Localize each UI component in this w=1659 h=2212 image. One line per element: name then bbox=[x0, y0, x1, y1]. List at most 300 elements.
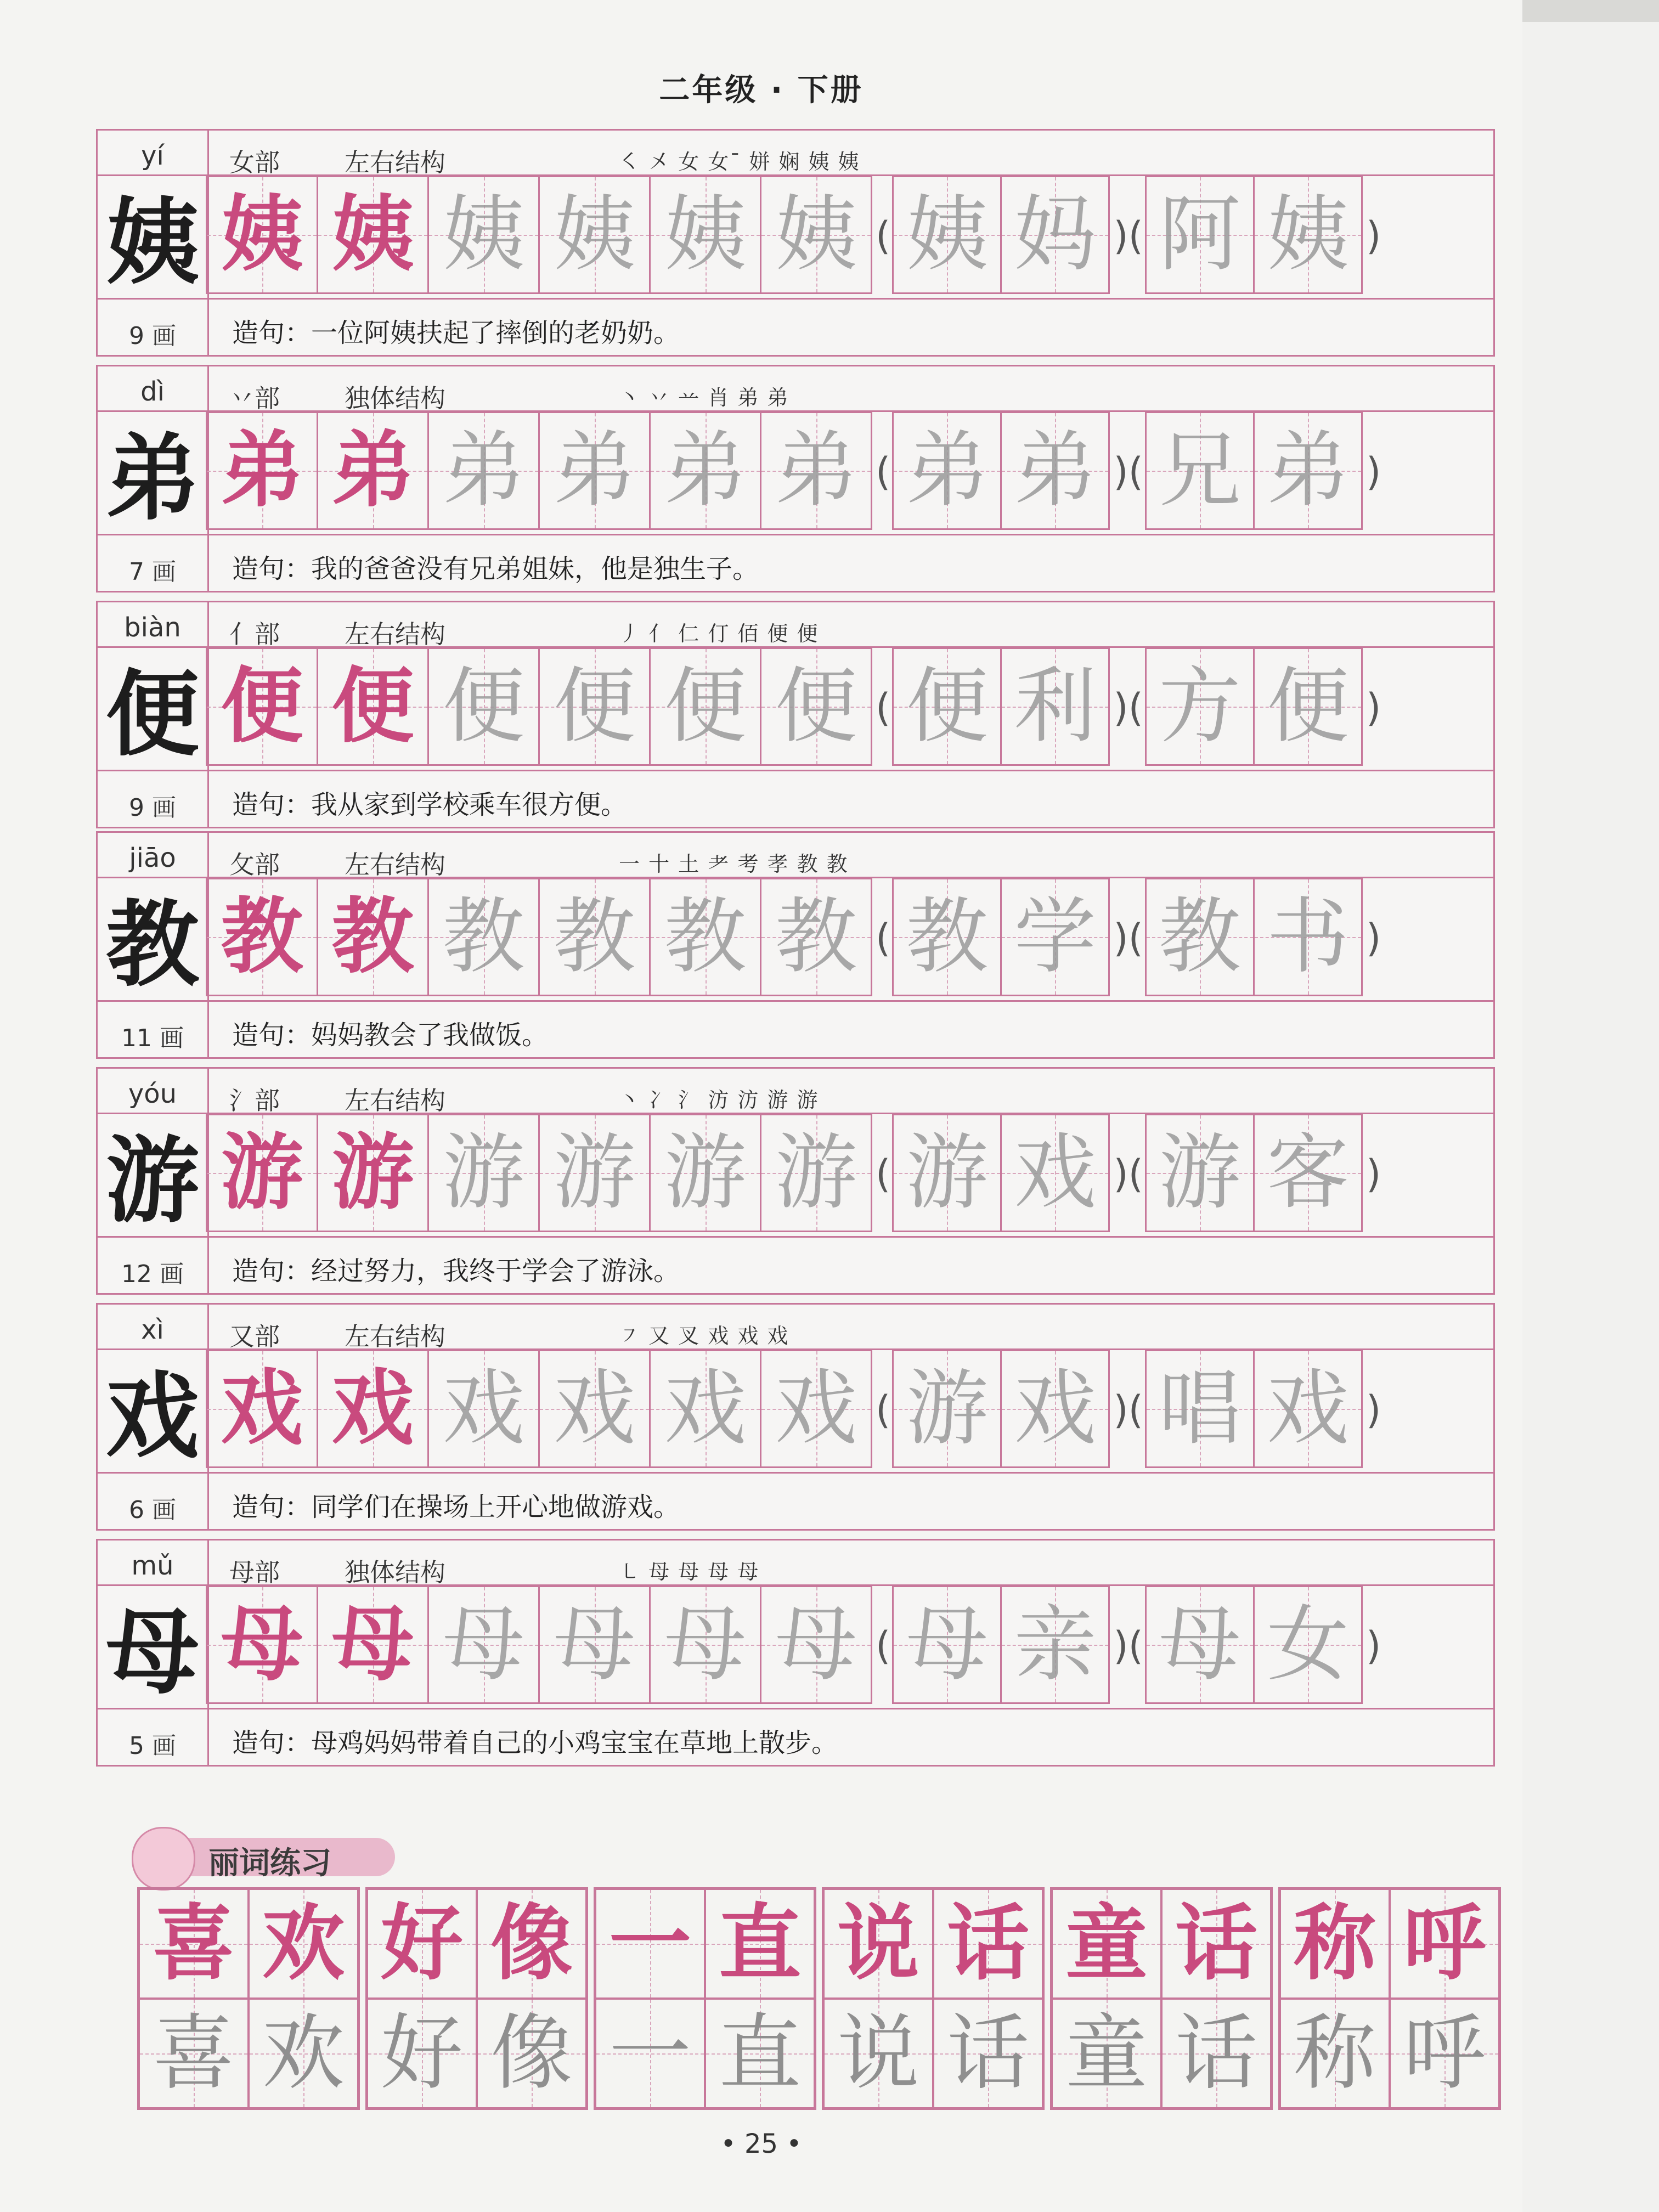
model-character: 说 bbox=[837, 1896, 919, 1991]
practice-cell[interactable] bbox=[427, 1114, 540, 1232]
word-character: 弟 bbox=[906, 423, 989, 518]
practice-cell[interactable] bbox=[595, 1999, 705, 2108]
practice-character: 话 bbox=[1175, 2006, 1257, 2101]
model-cell bbox=[206, 647, 318, 766]
paren-close-open: )( bbox=[1113, 449, 1143, 494]
practice-row bbox=[595, 1999, 815, 2108]
model-cell bbox=[317, 176, 429, 294]
practice-cell[interactable] bbox=[427, 176, 540, 294]
paren-open: ( bbox=[876, 685, 891, 730]
word-character: 游 bbox=[906, 1361, 989, 1457]
stroke-order: ㇛ 㐅 女 女ˉ 姘 娴 姨 姨 bbox=[619, 150, 860, 174]
paren-close: ) bbox=[1365, 213, 1381, 258]
main-character: 母 bbox=[105, 1599, 199, 1707]
model-row bbox=[367, 1889, 586, 1999]
word-cell[interactable] bbox=[1145, 1114, 1255, 1232]
word-cell[interactable] bbox=[892, 411, 1002, 530]
practice-row bbox=[367, 1999, 586, 2108]
practice-character: 便 bbox=[442, 659, 525, 754]
word-character: 亲 bbox=[1014, 1597, 1097, 1692]
word2-cells bbox=[1147, 411, 1363, 532]
word-cell[interactable] bbox=[892, 1114, 1002, 1232]
practice-character: 母 bbox=[664, 1597, 747, 1692]
model-character: 教 bbox=[331, 889, 414, 985]
stroke-order: 一 十 土 耂 考 孝 教 教 bbox=[619, 852, 849, 876]
paren-open: ( bbox=[876, 1387, 891, 1432]
model-character: 姨 bbox=[221, 187, 303, 283]
stroke-order: 丶 冫 氵 汸 汸 游 游 bbox=[619, 1088, 819, 1112]
model-cell bbox=[1161, 1889, 1271, 1999]
practice-character: 童 bbox=[1065, 2006, 1148, 2101]
word-character: 母 bbox=[906, 1597, 989, 1692]
model-cell bbox=[317, 1350, 429, 1468]
model-cell bbox=[317, 647, 429, 766]
word-practice-title: 丽词练习 bbox=[208, 1846, 331, 1881]
practice-cell[interactable] bbox=[1280, 1999, 1390, 2108]
pinyin: jiāo bbox=[129, 843, 176, 873]
practice-character: 戏 bbox=[442, 1361, 525, 1457]
divider bbox=[98, 1708, 1493, 1709]
char-info-column bbox=[98, 1069, 209, 1293]
practice-cell[interactable] bbox=[823, 1999, 933, 2108]
model-character: 母 bbox=[221, 1597, 303, 1692]
model-cell bbox=[317, 1585, 429, 1704]
word1-cells bbox=[894, 1350, 1110, 1470]
practice-character: 直 bbox=[718, 2006, 801, 2101]
example-sentence: 造句：我从家到学校乘车很方便。 bbox=[232, 789, 628, 820]
structure-label: 左右结构 bbox=[345, 619, 445, 649]
word-cell[interactable] bbox=[892, 1585, 1002, 1704]
model-cell bbox=[823, 1889, 933, 1999]
practice-cell[interactable] bbox=[427, 411, 540, 530]
radical-label: 丷部 bbox=[229, 383, 280, 413]
word-group bbox=[822, 1887, 1045, 2110]
word-cell[interactable] bbox=[1145, 1350, 1255, 1468]
word-cell[interactable] bbox=[1145, 1585, 1255, 1704]
practice-cell[interactable] bbox=[427, 1350, 540, 1468]
word-character: 便 bbox=[906, 659, 989, 754]
model-cell bbox=[206, 411, 318, 530]
model-character: 直 bbox=[718, 1896, 801, 1991]
word-character: 书 bbox=[1266, 889, 1349, 985]
pinyin: xì bbox=[141, 1314, 164, 1345]
practice-cell[interactable] bbox=[760, 647, 872, 766]
word-character: 教 bbox=[906, 889, 989, 985]
word-cell[interactable] bbox=[1000, 1350, 1110, 1468]
writing-grid bbox=[207, 411, 1384, 532]
practice-cell[interactable] bbox=[367, 1999, 477, 2108]
word-cell[interactable] bbox=[892, 176, 1002, 294]
practice-character: 像 bbox=[490, 2006, 573, 2101]
paren-close-open: )( bbox=[1113, 1623, 1143, 1668]
pinyin: mǔ bbox=[131, 1550, 174, 1581]
word-cell[interactable] bbox=[1000, 176, 1110, 294]
divider bbox=[98, 1236, 1493, 1238]
model-character: 一 bbox=[608, 1896, 691, 1991]
main-character: 便 bbox=[105, 661, 199, 769]
paren-open: ( bbox=[876, 213, 891, 258]
radical-label: 女部 bbox=[229, 148, 280, 177]
word-cell[interactable] bbox=[1253, 1114, 1363, 1232]
word-cell[interactable] bbox=[892, 1350, 1002, 1468]
char-info-column bbox=[98, 602, 209, 827]
model-cell bbox=[139, 1889, 249, 1999]
example-sentence: 造句：母鸡妈妈带着自己的小鸡宝宝在草地上散步。 bbox=[232, 1728, 838, 1758]
practice-character: 弟 bbox=[664, 423, 747, 518]
model-character: 戏 bbox=[331, 1361, 414, 1457]
practice-cell[interactable] bbox=[538, 1585, 651, 1704]
structure-label: 左右结构 bbox=[345, 148, 445, 177]
word-cell[interactable] bbox=[1000, 647, 1110, 766]
writing-grid bbox=[207, 1114, 1384, 1234]
practice-character: 戏 bbox=[775, 1361, 857, 1457]
practice-character: 游 bbox=[775, 1125, 857, 1221]
char-info-column bbox=[98, 131, 209, 355]
word-cell[interactable] bbox=[1000, 878, 1110, 996]
model-character: 童 bbox=[1065, 1896, 1148, 1991]
word-group bbox=[1050, 1887, 1273, 2110]
stroke-order: ㇇ 又 叉 戏 戏 戏 bbox=[619, 1324, 789, 1348]
structure-label: 独体结构 bbox=[345, 1558, 445, 1587]
main-character: 教 bbox=[105, 891, 199, 1000]
model-character: 好 bbox=[380, 1896, 463, 1991]
practice-character: 姨 bbox=[775, 187, 857, 283]
divider bbox=[98, 1000, 1493, 1002]
stroke-count: 12 画 bbox=[121, 1260, 184, 1288]
example-sentence: 造句：妈妈教会了我做饭。 bbox=[232, 1020, 549, 1051]
word1-cells bbox=[894, 176, 1110, 296]
practice-cell[interactable] bbox=[538, 647, 651, 766]
model-character: 像 bbox=[490, 1896, 573, 1991]
word-character: 游 bbox=[906, 1125, 989, 1221]
model-character: 呼 bbox=[1403, 1896, 1486, 1991]
practice-cell[interactable] bbox=[760, 878, 872, 996]
model-character: 话 bbox=[946, 1896, 1029, 1991]
paren-close: ) bbox=[1365, 685, 1381, 730]
model-cell bbox=[317, 1114, 429, 1232]
word-character: 学 bbox=[1014, 889, 1097, 985]
model-character: 教 bbox=[221, 889, 303, 985]
stroke-count: 5 画 bbox=[129, 1732, 176, 1760]
word-cell[interactable] bbox=[1253, 647, 1363, 766]
practice-character: 教 bbox=[442, 889, 525, 985]
practice-character: 喜 bbox=[152, 2006, 235, 2101]
word-character: 游 bbox=[1158, 1125, 1241, 1221]
page-title: 二年级 · 下册 bbox=[659, 72, 864, 108]
word-cell[interactable] bbox=[1000, 1585, 1110, 1704]
character-entry bbox=[96, 129, 1495, 357]
model-cell bbox=[1280, 1889, 1390, 1999]
practice-cell[interactable] bbox=[760, 1585, 872, 1704]
main-character: 游 bbox=[105, 1127, 199, 1235]
char-info-column bbox=[98, 366, 209, 591]
practice-row bbox=[1280, 1999, 1499, 2108]
word-cell[interactable] bbox=[1253, 411, 1363, 530]
radical-label: 又部 bbox=[229, 1322, 280, 1351]
word-character: 客 bbox=[1266, 1125, 1349, 1221]
model-cell bbox=[317, 878, 429, 996]
practice-cell[interactable] bbox=[649, 647, 761, 766]
practice-row bbox=[1052, 1999, 1271, 2108]
word1-cells bbox=[894, 1114, 1110, 1234]
practice-row bbox=[823, 1999, 1043, 2108]
structure-label: 独体结构 bbox=[345, 383, 445, 413]
model-cell bbox=[317, 411, 429, 530]
adjacent-page bbox=[1520, 22, 1659, 2212]
paren-open: ( bbox=[876, 1152, 891, 1197]
divider bbox=[98, 298, 1493, 300]
word-character: 便 bbox=[1266, 659, 1349, 754]
model-character: 弟 bbox=[331, 423, 414, 518]
paren-close: ) bbox=[1365, 449, 1381, 494]
word1-cells bbox=[894, 878, 1110, 998]
word-character: 教 bbox=[1158, 889, 1241, 985]
paren-close-open: )( bbox=[1113, 1387, 1143, 1432]
practice-cell[interactable] bbox=[139, 1999, 249, 2108]
word2-cells bbox=[1147, 176, 1363, 296]
writing-grid bbox=[207, 647, 1384, 768]
word-group bbox=[137, 1887, 360, 2110]
model-cell bbox=[367, 1889, 477, 1999]
stroke-count: 11 画 bbox=[121, 1024, 184, 1052]
model-character: 欢 bbox=[262, 1896, 345, 1991]
practice-character: 便 bbox=[775, 659, 857, 754]
divider bbox=[98, 770, 1493, 771]
practice-character: 弟 bbox=[553, 423, 636, 518]
word-cell[interactable] bbox=[1253, 1585, 1363, 1704]
radical-label: 亻部 bbox=[229, 619, 280, 649]
word-character: 唱 bbox=[1158, 1361, 1241, 1457]
practice-cell[interactable] bbox=[760, 1350, 872, 1468]
word-cell[interactable] bbox=[1000, 1114, 1110, 1232]
model-cell bbox=[1390, 1889, 1499, 1999]
practice-character: 姨 bbox=[442, 187, 525, 283]
word2-cells bbox=[1147, 878, 1363, 998]
practice-row bbox=[139, 1999, 358, 2108]
word-character: 母 bbox=[1158, 1597, 1241, 1692]
model-character: 便 bbox=[331, 659, 414, 754]
word1-cells bbox=[894, 411, 1110, 532]
stroke-count: 9 画 bbox=[129, 322, 176, 350]
practice-cell[interactable] bbox=[538, 1114, 651, 1232]
word-character: 姨 bbox=[1266, 187, 1349, 283]
structure-label: 左右结构 bbox=[345, 1322, 445, 1351]
word-cell[interactable] bbox=[1145, 411, 1255, 530]
practice-cell[interactable] bbox=[1161, 1999, 1271, 2108]
main-character: 弟 bbox=[105, 425, 199, 533]
main-character: 姨 bbox=[105, 189, 199, 297]
word-cell[interactable] bbox=[1253, 1350, 1363, 1468]
stroke-order: 丶 丷 䒑 肖 弟 弟 bbox=[619, 386, 789, 410]
practice-cell[interactable] bbox=[760, 411, 872, 530]
page-number: • 25 • bbox=[720, 2129, 802, 2159]
word-cell[interactable] bbox=[892, 647, 1002, 766]
practice-character: 母 bbox=[553, 1597, 636, 1692]
word-character: 妈 bbox=[1014, 187, 1097, 283]
practice-character: 游 bbox=[664, 1125, 747, 1221]
character-entry bbox=[96, 601, 1495, 828]
paren-open: ( bbox=[876, 449, 891, 494]
word-cell[interactable] bbox=[1145, 647, 1255, 766]
paren-close: ) bbox=[1365, 916, 1381, 961]
model-character: 戏 bbox=[221, 1361, 303, 1457]
structure-label: 左右结构 bbox=[345, 850, 445, 879]
practice-cell[interactable] bbox=[649, 176, 761, 294]
practice-cell[interactable] bbox=[427, 647, 540, 766]
word-character: 女 bbox=[1266, 1597, 1349, 1692]
word2-cells bbox=[1147, 1585, 1363, 1706]
word-character: 戏 bbox=[1014, 1125, 1097, 1221]
practice-cell[interactable] bbox=[477, 1999, 586, 2108]
word-cell[interactable] bbox=[892, 878, 1002, 996]
model-row bbox=[1052, 1889, 1271, 1999]
character-entry bbox=[96, 1539, 1495, 1767]
model-cell bbox=[206, 1114, 318, 1232]
main-character: 戏 bbox=[105, 1363, 199, 1471]
model-cell bbox=[705, 1889, 815, 1999]
stroke-count: 9 画 bbox=[129, 794, 176, 822]
word1-cells bbox=[894, 1585, 1110, 1706]
pinyin: biàn bbox=[124, 612, 181, 643]
divider bbox=[98, 1472, 1493, 1474]
word-cell[interactable] bbox=[1145, 176, 1255, 294]
model-character: 弟 bbox=[221, 423, 303, 518]
pinyin: yóu bbox=[128, 1079, 177, 1109]
practice-character: 游 bbox=[553, 1125, 636, 1221]
practice-character: 便 bbox=[664, 659, 747, 754]
model-character: 姨 bbox=[331, 187, 414, 283]
word-practice-header bbox=[132, 1827, 417, 1882]
stroke-count: 6 画 bbox=[129, 1496, 176, 1524]
practice-character: 游 bbox=[442, 1125, 525, 1221]
practice-cell[interactable] bbox=[933, 1999, 1043, 2108]
practice-character: 戏 bbox=[664, 1361, 747, 1457]
word-character: 弟 bbox=[1266, 423, 1349, 518]
practice-character: 教 bbox=[553, 889, 636, 985]
paren-close: ) bbox=[1365, 1152, 1381, 1197]
example-sentence: 造句：同学们在操场上开心地做游戏。 bbox=[232, 1492, 680, 1522]
character-entry bbox=[96, 365, 1495, 592]
writing-grid bbox=[207, 1350, 1384, 1470]
practice-cell[interactable] bbox=[760, 176, 872, 294]
model-cell bbox=[1052, 1889, 1161, 1999]
word-cell[interactable] bbox=[1253, 176, 1363, 294]
model-character: 母 bbox=[331, 1597, 414, 1692]
practice-character: 欢 bbox=[262, 2006, 345, 2101]
word-character: 兄 bbox=[1158, 423, 1241, 518]
practice-cell[interactable] bbox=[705, 1999, 815, 2108]
paren-open: ( bbox=[876, 916, 891, 961]
word2-cells bbox=[1147, 647, 1363, 768]
practice-character: 母 bbox=[775, 1597, 857, 1692]
practice-cell[interactable] bbox=[649, 411, 761, 530]
word1-cells bbox=[894, 647, 1110, 768]
practice-character: 母 bbox=[442, 1597, 525, 1692]
practice-character: 教 bbox=[664, 889, 747, 985]
paren-open: ( bbox=[876, 1623, 891, 1668]
practice-cell[interactable] bbox=[1390, 1999, 1499, 2108]
word-character: 利 bbox=[1014, 659, 1097, 754]
writing-grid bbox=[207, 878, 1384, 998]
example-sentence: 造句：一位阿姨扶起了摔倒的老奶奶。 bbox=[232, 318, 680, 348]
model-cell bbox=[206, 878, 318, 996]
word-cell[interactable] bbox=[1000, 411, 1110, 530]
practice-character: 姨 bbox=[553, 187, 636, 283]
practice-character: 便 bbox=[553, 659, 636, 754]
practice-character: 教 bbox=[775, 889, 857, 985]
pinyin: dì bbox=[140, 376, 165, 407]
paren-close: ) bbox=[1365, 1623, 1381, 1668]
writing-grid bbox=[207, 1585, 1384, 1706]
model-character: 游 bbox=[331, 1125, 414, 1221]
practice-cell[interactable] bbox=[649, 878, 761, 996]
model-row bbox=[595, 1889, 815, 1999]
practice-character: 呼 bbox=[1403, 2006, 1486, 2101]
word-cell[interactable] bbox=[1145, 878, 1255, 996]
practice-cell[interactable] bbox=[249, 1999, 358, 2108]
model-cell bbox=[206, 1350, 318, 1468]
model-cell bbox=[477, 1889, 586, 1999]
stroke-order: 丿 亻 仁 仃 佰 便 便 bbox=[619, 622, 819, 646]
practice-cell[interactable] bbox=[1052, 1999, 1161, 2108]
paren-close-open: )( bbox=[1113, 916, 1143, 961]
word-character: 方 bbox=[1158, 659, 1241, 754]
practice-character: 姨 bbox=[664, 187, 747, 283]
char-info-column bbox=[98, 833, 209, 1057]
word-group bbox=[594, 1887, 816, 2110]
practice-cell[interactable] bbox=[538, 1350, 651, 1468]
word-cell[interactable] bbox=[1253, 878, 1363, 996]
word-group bbox=[365, 1887, 588, 2110]
character-entry bbox=[96, 831, 1495, 1059]
structure-label: 左右结构 bbox=[345, 1086, 445, 1115]
character-entry bbox=[96, 1303, 1495, 1531]
practice-character: 一 bbox=[608, 2006, 691, 2101]
char-info-column bbox=[98, 1305, 209, 1529]
character-entry bbox=[96, 1067, 1495, 1295]
word2-cells bbox=[1147, 1114, 1363, 1234]
model-character: 喜 bbox=[152, 1896, 235, 1991]
practice-cell[interactable] bbox=[760, 1114, 872, 1232]
divider bbox=[98, 534, 1493, 535]
practice-cell[interactable] bbox=[427, 878, 540, 996]
example-sentence: 造句：我的爸爸没有兄弟姐妹，他是独生子。 bbox=[232, 554, 759, 584]
paren-close: ) bbox=[1365, 1387, 1381, 1432]
model-cell bbox=[206, 176, 318, 294]
model-character: 游 bbox=[221, 1125, 303, 1221]
practice-cell[interactable] bbox=[649, 1350, 761, 1468]
practice-cell[interactable] bbox=[538, 878, 651, 996]
model-row bbox=[1280, 1889, 1499, 1999]
practice-character: 称 bbox=[1293, 2006, 1376, 2101]
practice-cell[interactable] bbox=[427, 1585, 540, 1704]
practice-cell[interactable] bbox=[538, 176, 651, 294]
writing-grid bbox=[207, 176, 1384, 296]
practice-cell[interactable] bbox=[649, 1585, 761, 1704]
paren-close-open: )( bbox=[1113, 1152, 1143, 1197]
practice-cell[interactable] bbox=[649, 1114, 761, 1232]
practice-character: 戏 bbox=[553, 1361, 636, 1457]
model-cell bbox=[595, 1889, 705, 1999]
model-cell bbox=[206, 1585, 318, 1704]
stroke-order: ㇄ 母 母 母 母 bbox=[619, 1560, 760, 1584]
practice-cell[interactable] bbox=[538, 411, 651, 530]
mascot-icon bbox=[132, 1827, 195, 1891]
practice-character: 话 bbox=[946, 2006, 1029, 2101]
radical-label: 攵部 bbox=[229, 850, 280, 879]
stroke-count: 7 画 bbox=[129, 558, 176, 586]
word-character: 阿 bbox=[1158, 187, 1241, 283]
